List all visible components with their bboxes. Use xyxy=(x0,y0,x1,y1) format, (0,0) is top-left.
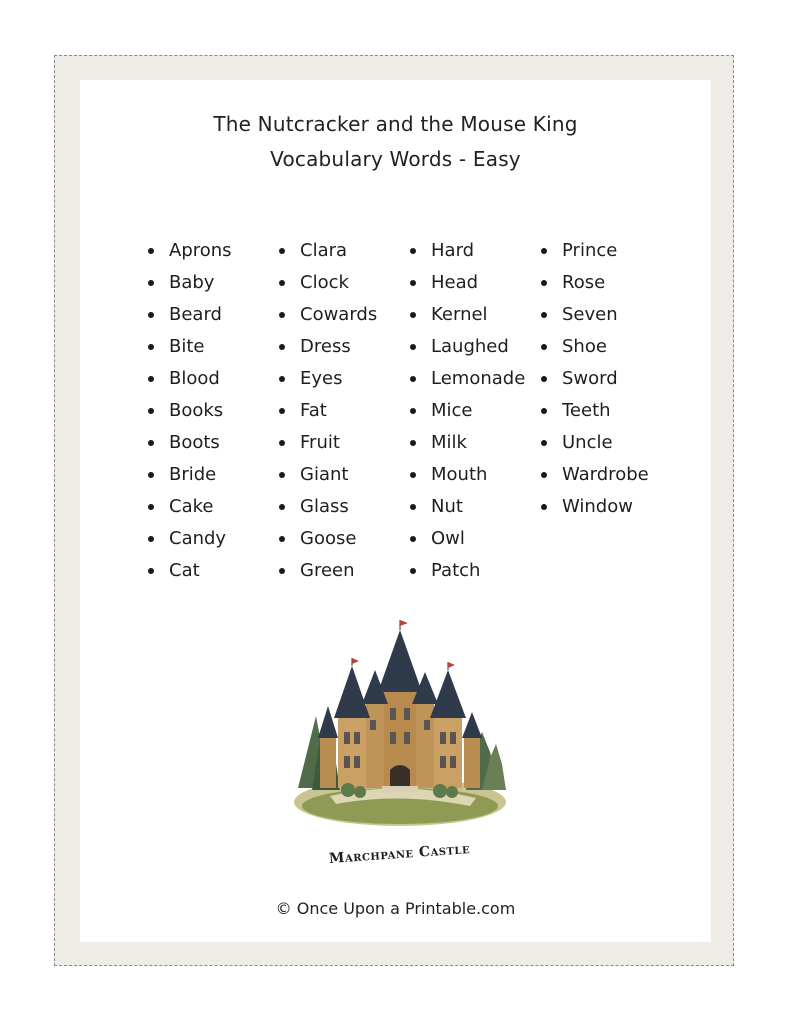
vocab-word: Kernel xyxy=(410,302,525,334)
word-column-4 xyxy=(541,238,649,526)
vocab-word: Window xyxy=(541,494,649,526)
vocab-word: Laughed xyxy=(410,334,525,366)
vocab-word: Milk xyxy=(410,430,525,462)
vocab-word: Eyes xyxy=(279,366,377,398)
vocab-word: Teeth xyxy=(541,398,649,430)
castle-caption: Marchpane Castle xyxy=(328,841,471,867)
vocab-word: Glass xyxy=(279,494,377,526)
vocab-word: Nut xyxy=(410,494,525,526)
vocab-word: Hard xyxy=(410,238,525,270)
vocab-word: Mouth xyxy=(410,462,525,494)
vocab-word: Rose xyxy=(541,270,649,302)
vocab-word: Head xyxy=(410,270,525,302)
vocab-word: Prince xyxy=(541,238,649,270)
vocab-word: Bride xyxy=(148,462,232,494)
vocab-word: Candy xyxy=(148,526,232,558)
vocab-word: Boots xyxy=(148,430,232,462)
vocab-word: Mice xyxy=(410,398,525,430)
vocab-word: Blood xyxy=(148,366,232,398)
vocab-word: Beard xyxy=(148,302,232,334)
vocab-word: Fat xyxy=(279,398,377,430)
vocab-word: Green xyxy=(279,558,377,590)
vocab-word: Dress xyxy=(279,334,377,366)
worksheet-title: The Nutcracker and the Mouse King xyxy=(213,112,578,136)
vocab-word: Lemonade xyxy=(410,366,525,398)
vocab-word: Seven xyxy=(541,302,649,334)
vocab-word: Giant xyxy=(279,462,377,494)
vocab-word: Shoe xyxy=(541,334,649,366)
word-column-1 xyxy=(148,238,232,590)
vocab-word: Cake xyxy=(148,494,232,526)
vocab-word: Clara xyxy=(279,238,377,270)
vocab-word: Goose xyxy=(279,526,377,558)
vocab-word: Clock xyxy=(279,270,377,302)
vocab-word: Cat xyxy=(148,558,232,590)
worksheet-subtitle: Vocabulary Words - Easy xyxy=(270,147,521,171)
vocab-word: Books xyxy=(148,398,232,430)
vocab-word: Wardrobe xyxy=(541,462,649,494)
vocab-word: Bite xyxy=(148,334,232,366)
vocab-word: Aprons xyxy=(148,238,232,270)
vocab-word: Baby xyxy=(148,270,232,302)
word-column-2 xyxy=(279,238,377,590)
vocab-word: Fruit xyxy=(279,430,377,462)
word-column-3 xyxy=(410,238,525,590)
castle-illustration xyxy=(290,620,510,832)
vocab-word: Cowards xyxy=(279,302,377,334)
vocab-word: Patch xyxy=(410,558,525,590)
vocab-word: Sword xyxy=(541,366,649,398)
vocab-word: Uncle xyxy=(541,430,649,462)
vocab-word: Owl xyxy=(410,526,525,558)
copyright-footer: © Once Upon a Printable.com xyxy=(275,899,516,918)
